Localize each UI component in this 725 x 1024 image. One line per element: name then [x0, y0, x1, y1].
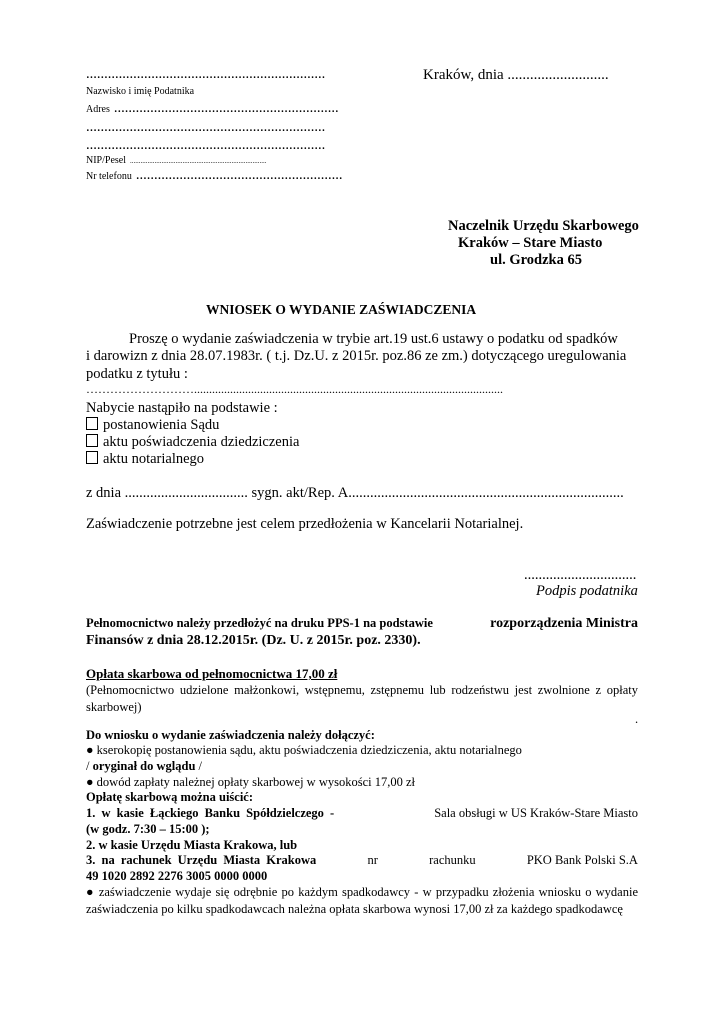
- nip-label: NIP/Pesel: [86, 155, 126, 166]
- checkbox-icon: [86, 417, 98, 430]
- option-notarial: [86, 451, 204, 468]
- nip-dots: ..............................................................................: [130, 157, 267, 165]
- slash-open: /: [86, 759, 93, 773]
- fee-heading: Opłata skarbowa od pełnomocnictwa 17,00 zł: [86, 666, 338, 681]
- checkbox-icon: [86, 451, 98, 464]
- address-line-2: ..................................................................: [86, 119, 326, 135]
- dots-line: ……………………….......................................................................................................: [86, 382, 503, 396]
- address-dots: ..............................................................: [113, 100, 339, 116]
- para1-line-2: i darowizn z dnia 28.07.1983r. ( t.j. Dz.U. z 2015r. poz.86 ze zm.) dotyczącego uregulowania: [86, 348, 627, 364]
- pay3-rachunku: rachunku: [429, 853, 476, 867]
- phone-dots: .........................................................: [135, 167, 343, 183]
- option-label: aktu notarialnego: [103, 451, 205, 467]
- address-line-3: ..................................................................: [86, 137, 326, 153]
- slash-close: /: [195, 759, 203, 773]
- recipient-line-3: ul. Grodzka 65: [490, 252, 582, 268]
- recipient-line-1: Naczelnik Urzędu Skarbowego: [448, 218, 639, 234]
- signature-label: Podpis podatnika: [536, 583, 638, 599]
- basis-label: Nabycie nastąpiło na podstawie :: [86, 400, 278, 416]
- fee-exempt: (Pełnomocnictwo udzielone małżonkowi, wstępnemu, zstępnemu lub rodzeństwu jest zwolnione z opłaty skarbowej): [86, 683, 638, 714]
- pay-heading: Opłatę skarbową można uiścić:: [86, 790, 254, 804]
- pay3-nr: nr: [367, 853, 378, 867]
- attach-heading: Do wniosku o wydanie zaświadczenia należy dołączyć:: [86, 728, 375, 742]
- phone-label: Nr telefonu: [86, 171, 132, 182]
- option-label: postanowienia Sądu: [103, 417, 220, 433]
- poa-text-b: rozporządzenia Ministra: [490, 616, 638, 631]
- address-line-1: [86, 99, 339, 117]
- poa-line-1: [86, 616, 638, 632]
- pay3-bank: PKO Bank Polski S.A: [526, 853, 638, 867]
- pay1-bank: 1. w kasie Łąckiego Banku Spółdzielczego -: [86, 806, 335, 820]
- final-note: ● zaświadczenie wydaje się odrębnie po każdym spadkodawcy - w przypadku złożenia wniosku o wydanie zaświadczenia po kilku spadkodawcach należna opłata skarbowa wynosi 17,00 zł za każdego spadkodawcę: [86, 885, 638, 916]
- checkbox-icon: [86, 434, 98, 447]
- poa-line-2: Finansów z dnia 28.12.2015r. (Dz. U. z 2015r. poz. 2330).: [86, 633, 421, 648]
- name-label: Nazwisko i imię Podatnika: [86, 86, 195, 97]
- address-label: Adres: [86, 104, 110, 115]
- pay-option-1: [86, 806, 638, 821]
- pay1-location: Sala obsługi w US Kraków-Stare Miasto: [434, 806, 638, 820]
- document-title: WNIOSEK O WYDANIE ZAŚWIADCZENIA: [206, 302, 477, 317]
- date-signature-line: z dnia .................................. sygn. akt/Rep. A............................................................................: [86, 485, 624, 501]
- para1-line-1: Proszę o wydanie zaświadczenia w trybie art.19 ust.6 ustawy o podatku od spadków: [129, 331, 618, 347]
- pay-option-3: [86, 853, 638, 868]
- period-mark: .: [635, 712, 639, 726]
- attach-item-2: ● dowód zapłaty należnej opłaty skarbowej w wysokości 17,00 zł: [86, 775, 415, 789]
- option-inheritance: [86, 434, 299, 451]
- signature-dots: ...............................: [524, 567, 637, 583]
- attach-item-1b: [86, 759, 202, 774]
- attach-item-1: ● kserokopię postanowienia sądu, aktu poświadczenia dziedziczenia, aktu notarialnego: [86, 743, 522, 757]
- poa-text-a: Pełnomocnictwo należy przedłożyć na druku PPS-1 na podstawie: [86, 616, 433, 630]
- purpose-statement: Zaświadczenie potrzebne jest celem przedłożenia w Kancelarii Notarialnej.: [86, 516, 524, 532]
- para1-line-3: podatku z tytułu :: [86, 366, 188, 382]
- option-court: [86, 417, 219, 434]
- pay3-label: 3. na rachunek Urzędu Miasta Krakowa: [86, 853, 317, 867]
- option-label: aktu poświadczenia dziedziczenia: [103, 434, 300, 450]
- pay-option-1-hours: (w godz. 7:30 – 15:00 );: [86, 822, 210, 836]
- recipient-line-2: Kraków – Stare Miasto: [458, 235, 603, 251]
- original-note: oryginał do wglądu: [92, 759, 196, 773]
- place-date: Kraków, dnia ...........................: [423, 67, 609, 83]
- name-dots: ..................................................................: [86, 66, 326, 82]
- account-number: 49 1020 2892 2276 3005 0000 0000: [86, 869, 268, 883]
- phone-line: [86, 166, 342, 184]
- pay-option-2: 2. w kasie Urzędu Miasta Krakowa, lub: [86, 838, 298, 852]
